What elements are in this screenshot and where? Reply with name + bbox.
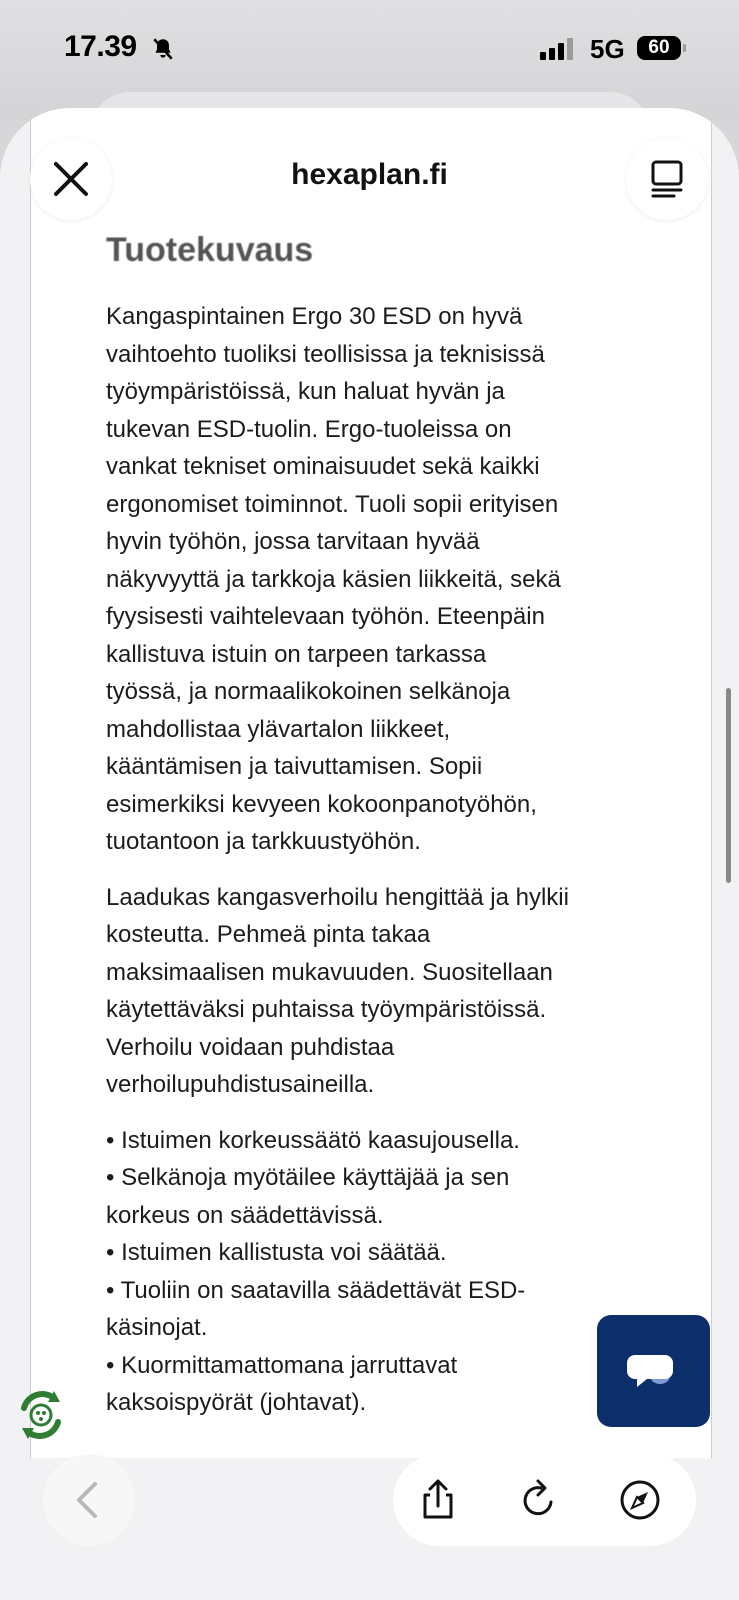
status-time: 17.39 [64,30,137,63]
list-item [106,1272,646,1347]
text-line: kaksoispyörät (johtavat). [106,1389,367,1416]
bell-muted-icon [150,36,176,62]
text-line: käytettäväksi puhtaissa työympäristöissä. [106,996,547,1023]
network-type: 5G [590,34,625,64]
text-line: työssä, ja normaalikokoinen selkänoja [106,678,511,705]
text-line: esimerkiksi kevyeen kokoonpanotyöhön, [106,790,537,818]
feature-list [106,1122,646,1422]
paragraph-2 [106,879,646,1104]
text-line: vankat tekniset ominaisuudet sekä kaikki [106,453,540,480]
text-line: ergonomiset toiminnot. Tuoli sopii erityisen [106,490,559,518]
paragraph-1 [106,298,646,861]
text-line: vaihtoehto tuoliksi teollisissa ja teknisissä [106,340,545,368]
text-line: verhoilupuhdistusaineilla. [106,1071,375,1098]
text-line: käsinojat. [106,1314,208,1341]
text-line: fyysisesti vaihtelevaan työhön. Eteenpäin [106,603,545,630]
reader-view-button[interactable] [626,138,708,220]
text-line: kosteutta. Pehmeä pinta takaa [106,921,431,948]
list-item [106,1347,646,1422]
share-icon[interactable] [416,1478,460,1522]
text-line: • Istuimen kallistusta voi säätää. [106,1239,447,1266]
text-line: Verhoilu voidaan puhdistaa [106,1033,395,1061]
article-content [106,228,646,1422]
battery-percent: 60 [648,37,670,58]
text-line: korkeus on säädettävissä. [106,1201,384,1229]
text-line: näkyvyyttä ja tarkkoja käsien liikkeitä, sekä [106,565,561,593]
text-line: tukevan ESD-tuolin. Ergo-tuoleissa on [106,415,512,443]
section-heading: Tuotekuvaus [106,231,314,269]
cellular-signal-icon [540,38,573,60]
text-line: työympäristöissä, kun haluat hyvän ja [106,378,505,405]
battery-icon [637,36,681,60]
text-line: mahdollistaa ylävartalon liikkeet, [106,715,451,743]
text-line: maksimaalisen mukavuuden. Suositellaan [106,958,553,986]
chevron-left-icon [43,1454,135,1546]
text-line: hyvin työhön, jossa tarvitaan hyvää [106,528,480,555]
browser-sheet [0,108,739,1600]
text-line: kallistuva istuin on tarpeen tarkassa [106,640,487,668]
site-title: hexaplan.fi [291,158,448,191]
text-line: • Tuoliin on saatavilla säädettävät ESD- [106,1276,526,1304]
text-line: • Kuormittamattomana jarruttavat [106,1351,458,1379]
text-line: • Selkänoja myötäilee käyttäjää ja sen [106,1164,510,1191]
reload-icon[interactable] [517,1478,561,1522]
reader-view-icon [626,138,708,220]
recycle-badge-icon[interactable] [14,1388,68,1442]
text-line: kääntämisen ja taivuttamisen. Sopii [106,753,483,780]
text-line: Kangaspintainen Ergo 30 ESD on hyvä [106,303,523,330]
text-line: • Istuimen korkeussäätö kaasujousella. [106,1126,520,1154]
chat-bubble-icon [597,1315,710,1427]
list-item [106,1159,646,1234]
text-line: tuotantoon ja tarkkuustyöhön. [106,828,421,855]
toolbar [393,1454,696,1546]
chat-button[interactable] [597,1315,710,1427]
list-item [106,1122,646,1160]
back-button[interactable] [43,1454,135,1546]
scrollbar[interactable] [726,688,731,883]
compass-icon[interactable] [618,1478,662,1522]
text-line: Laadukas kangasverhoilu hengittää ja hylkii [106,883,569,911]
list-item [106,1234,646,1272]
